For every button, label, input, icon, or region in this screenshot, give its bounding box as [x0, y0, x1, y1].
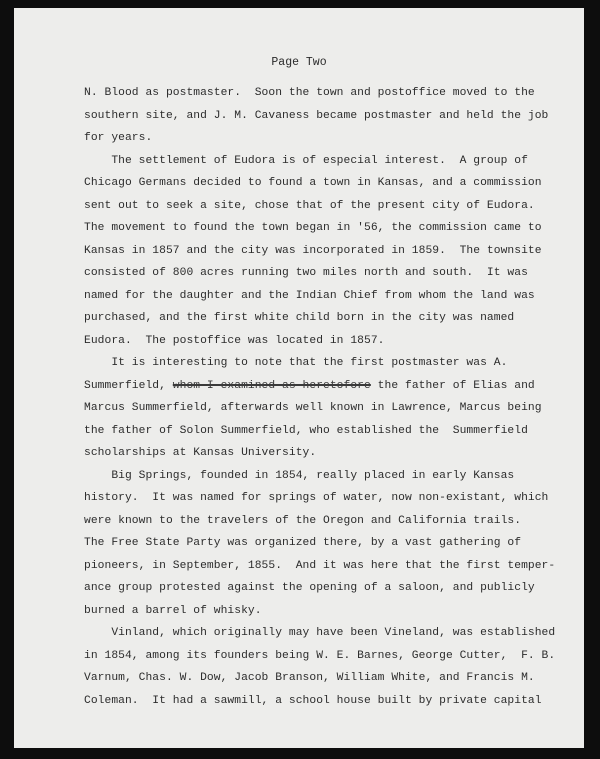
text-line: Chicago Germans decided to found a town in Kansas, and a commission: [84, 177, 542, 189]
text-line: were known to the travelers of the Oregon and California trails.: [84, 514, 522, 527]
text-line: N. Blood as postmaster. Soon the town and postoffice moved to the: [84, 87, 535, 99]
text-line: Kansas in 1857 and the city was incorporated in 1859. The townsite: [84, 244, 542, 257]
text-line: Marcus Summerfield, afterwards well known in Lawrence, Marcus being: [84, 402, 542, 414]
text-fragment: the father of Elias and: [370, 379, 535, 392]
text-line-with-strikeout: [84, 375, 549, 398]
text-line: Eudora. The postoffice was located in 1857.: [84, 334, 385, 347]
text-line: consisted of 800 acres running two miles north and south. It was: [84, 267, 528, 279]
text-line: history. It was named for springs of water, now non-existant, which: [84, 492, 549, 504]
text-line: pioneers, in September, 1855. And it was here that the first temper-: [84, 559, 556, 572]
text-line: ance group protested against the opening of a saloon, and publicly: [84, 582, 535, 594]
text-line: in 1854, among its founders being W. E. Barnes, George Cutter, F. B.: [84, 649, 556, 662]
text-line: southern site, and J. M. Cavaness became postmaster and held the job: [84, 109, 549, 122]
struck-out-text: whom I examined as heretofore: [172, 379, 371, 392]
typed-body-text: [84, 82, 556, 712]
text-line: named for the daughter and the Indian Chief from whom the land was: [84, 289, 535, 302]
text-line: sent out to seek a site, chose that of the present city of Eudora.: [84, 199, 535, 212]
text-line: The movement to found the town began in '56, the commission came to: [84, 222, 542, 234]
text-line: scholarships at Kansas University.: [84, 447, 317, 459]
text-line: It is interesting to note that the first postmaster was A.: [84, 357, 508, 369]
text-line: burned a barrel of whisky.: [84, 604, 262, 617]
text-line: Vinland, which originally may have been Vineland, was established: [84, 627, 556, 639]
text-line: The settlement of Eudora is of especial interest. A group of: [84, 154, 528, 167]
text-line: Coleman. It had a sawmill, a school house built by private capital: [84, 694, 542, 707]
text-line: for years.: [84, 132, 153, 144]
text-line: The Free State Party was organized there, by a vast gathering of: [84, 537, 522, 549]
text-line: purchased, and the first white child born in the city was named: [84, 312, 515, 324]
text-fragment: Summerfield,: [84, 379, 173, 392]
text-line: the father of Solon Summerfield, who established the Summerfield: [84, 424, 528, 437]
text-line: Big Springs, founded in 1854, really placed in early Kansas: [84, 469, 515, 482]
page-heading: Page Two: [271, 56, 327, 69]
paper-sheet: [14, 8, 584, 748]
text-line: Varnum, Chas. W. Dow, Jacob Branson, William White, and Francis M.: [84, 672, 535, 684]
